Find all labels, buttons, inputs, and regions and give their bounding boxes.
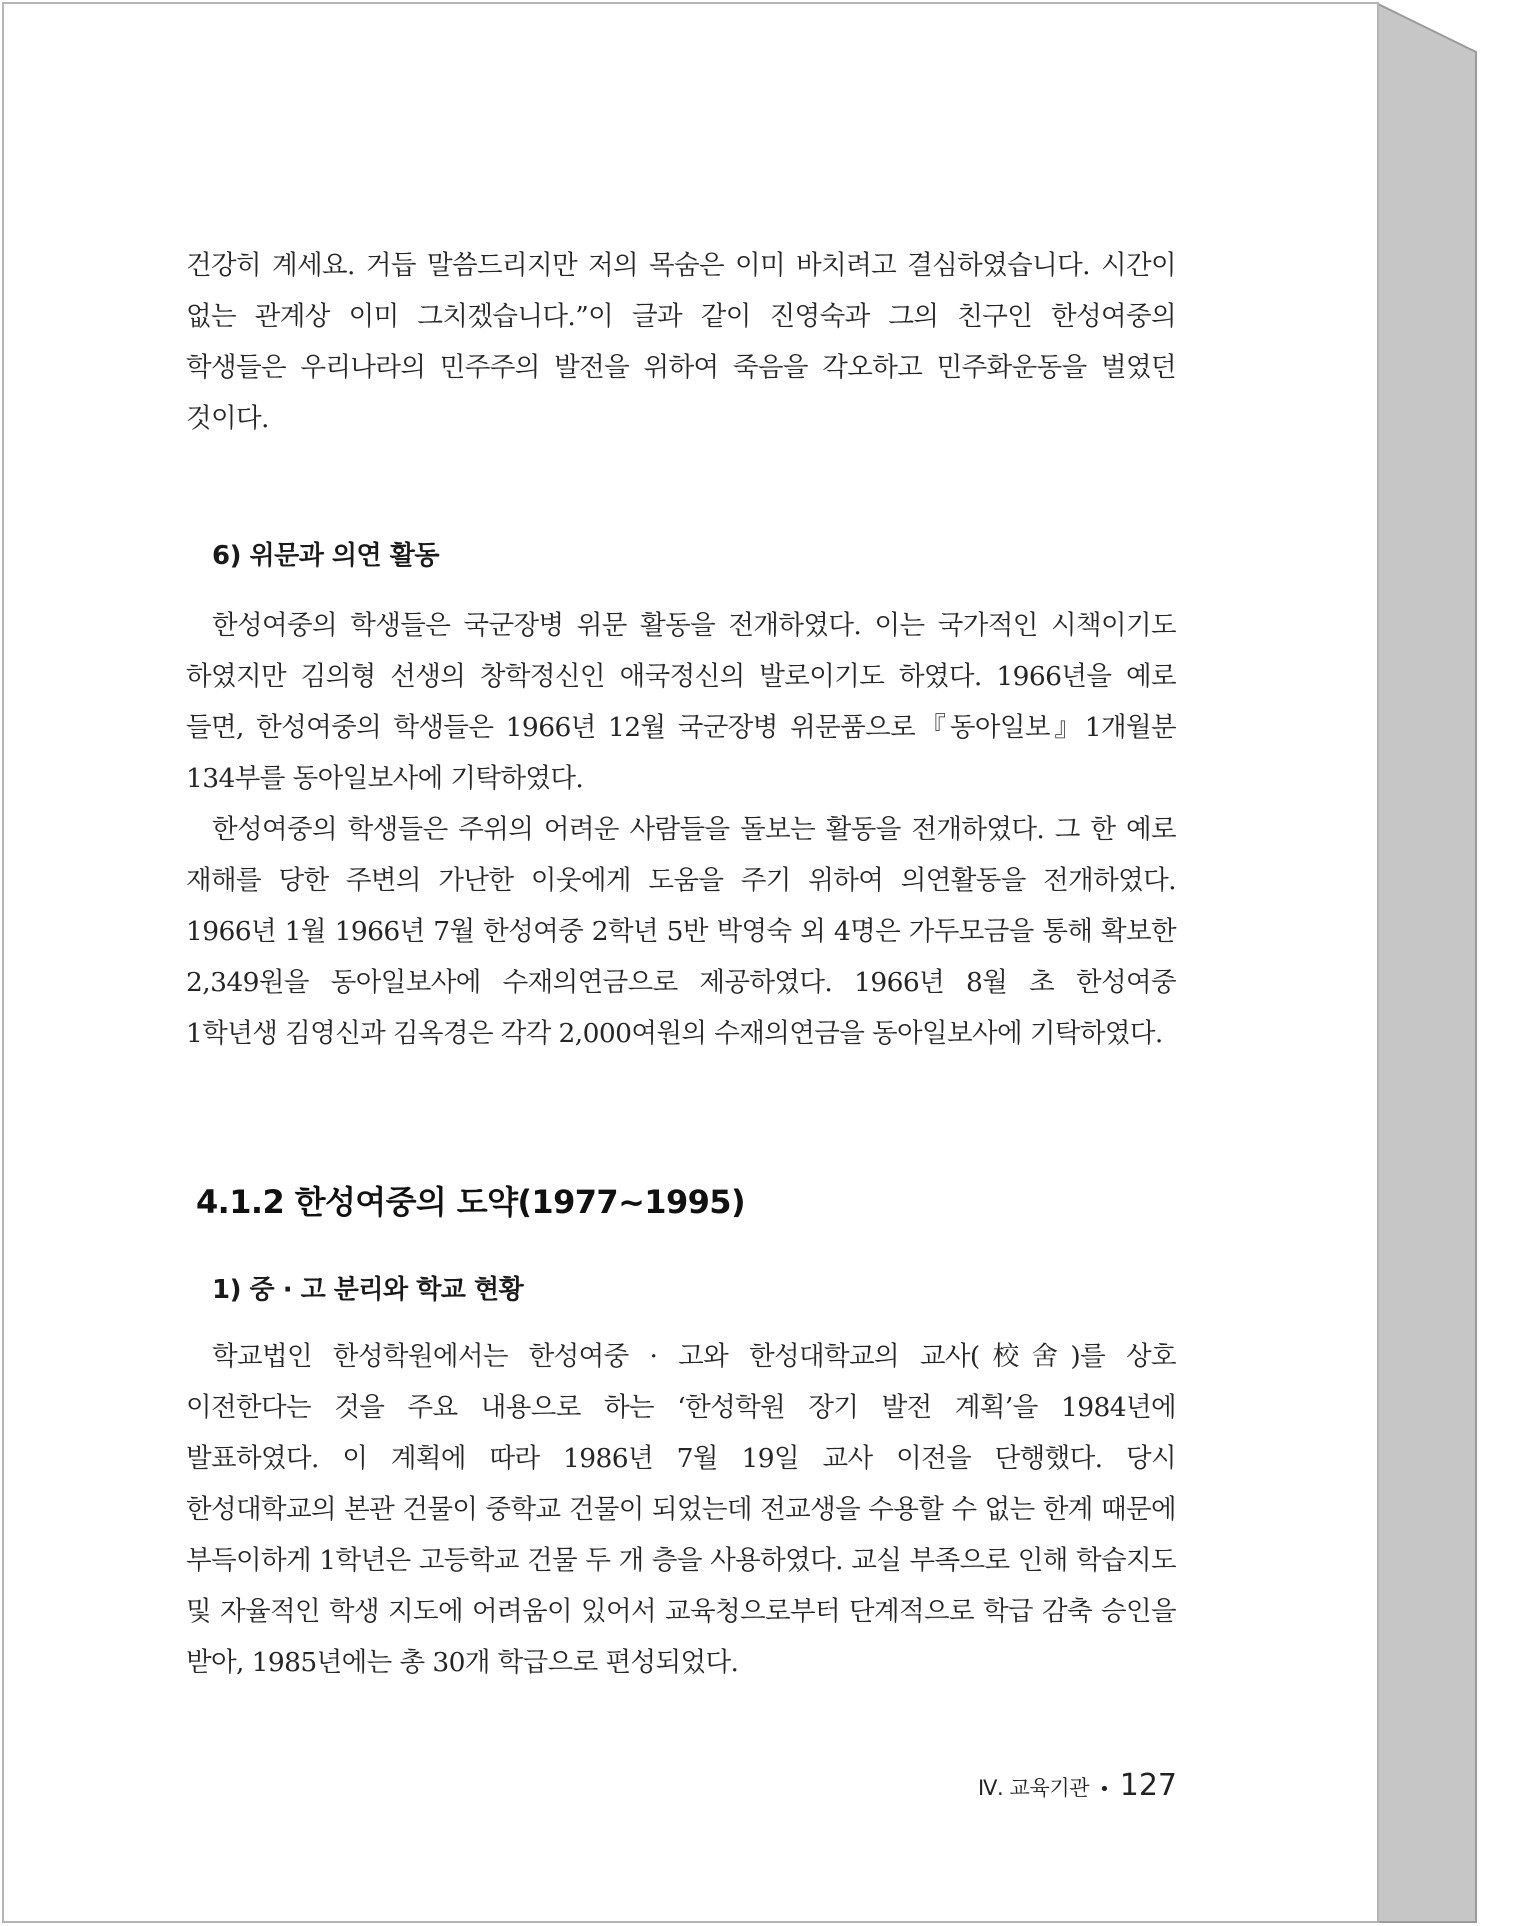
paragraph-school-separation: 학교법인 한성학원에서는 한성여중 · 고와 한성대학교의 교사(校舍)를 상호 이전한다는 것을 주요 내용으로 하는 ‘한성학원 장기 발전 계획’을 1984년에 발표하였다. 이 계획에 따라 1986년 7월 19일 교사 이전을 단행했다. 당시 한성대학교의 본관 건물이 중학교 건물이 되었는데 전교생을 수용할 수 없는 한계 때문에 부득이하게 1학년은 고등학교 건물 두 개 층을 사용하였다. 교실 부족으로 인해 학습지도 및 자율적인 학생 지도에 어려움이 있어서 교육청으로부터 단계적으로 학급 감축 승인을 받아, 1985년에는 총 30개 학급으로 편성되었다. xyxy=(186,1341,1176,1678)
footer-bullet-icon: • xyxy=(1099,1779,1110,1800)
text-block-section6 xyxy=(186,600,1176,1059)
footer-chapter-label: Ⅳ. 교육기관 xyxy=(978,1776,1090,1800)
text-block-section412 xyxy=(186,1331,1176,1688)
section-heading-4-1-2: 4.1.2 한성여중의 도약(1977~1995) xyxy=(196,1183,745,1221)
paragraph-relief-activity: 한성여중의 학생들은 주위의 어려운 사람들을 돌보는 활동을 전개하였다. 그 한 예로 재해를 당한 주변의 가난한 이웃에게 도움을 주기 위하여 의연활동을 전개하였다. 1966년 1월 1966년 7월 한성여중 2학년 5반 박영숙 외 4명은 가두모금을 통해 확보한 2,349원을 동아일보사에 수재의연금으로 제공하였다. 1966년 8월 초 한성여중 1학년생 김영신과 김옥경은 각각 2,000여원의 수재의연금을 동아일보사에 기탁하였다. xyxy=(186,814,1176,1049)
page-footer xyxy=(978,1768,1177,1803)
page-side-edge xyxy=(1378,4,1476,1922)
subsection-heading-1: 1) 중 · 고 분리와 학교 현황 xyxy=(212,1275,524,1305)
text-block-top xyxy=(186,240,1176,444)
paragraph-continuation: 건강히 계세요. 거듭 말씀드리지만 저의 목숨은 이미 바치려고 결심하였습니다. 시간이 없는 관계상 이미 그치겠습니다.”이 글과 같이 진영숙과 그의 친구인 한성여중의 학생들은 우리나라의 민주주의 발전을 위하여 죽음을 각오하고 민주화운동을 벌였던 것이다. xyxy=(186,250,1176,434)
section-heading-6: 6) 위문과 의연 활동 xyxy=(212,541,439,571)
page-number: 127 xyxy=(1119,1768,1177,1803)
paragraph-consolation-activity: 한성여중의 학생들은 국군장병 위문 활동을 전개하였다. 이는 국가적인 시책이기도 하였지만 김의형 선생의 창학정신인 애국정신의 발로이기도 하였다. 1966년을 예로 들면, 한성여중의 학생들은 1966년 12월 국군장병 위문품으로『동아일보』1개월분 134부를 동아일보사에 기탁하였다. xyxy=(186,610,1176,794)
